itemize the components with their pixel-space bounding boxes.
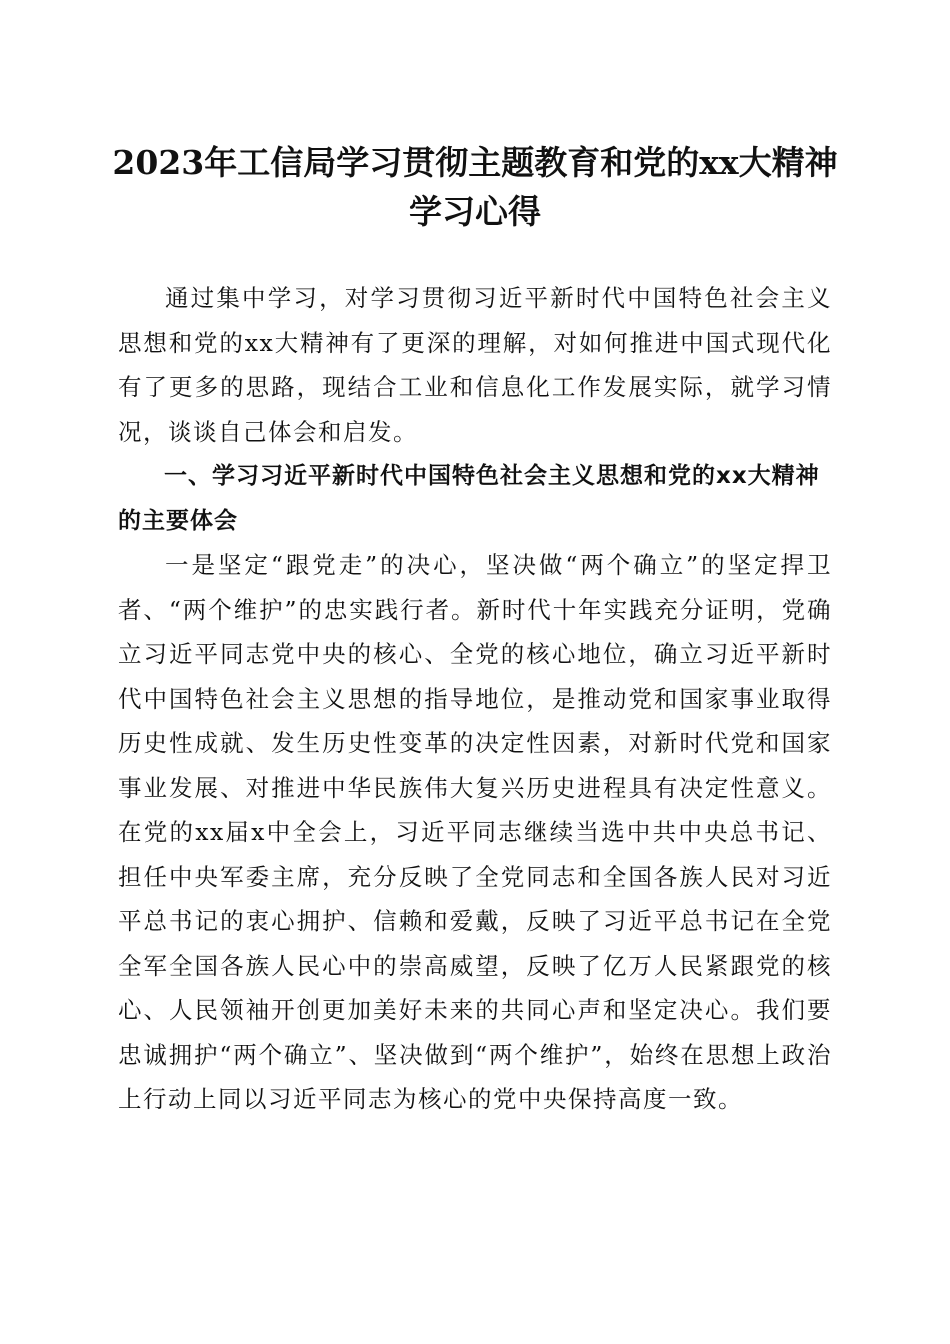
document-body: [118, 276, 832, 1122]
section-heading: 一、学习习近平新时代中国特色社会主义思想和党的xx大精神的主要体会: [118, 463, 820, 534]
document-title: 2023年工信局学习贯彻主题教育和党的xx大精神学习心得: [112, 143, 838, 231]
body-paragraph: 一是坚定“跟党走”的决心，坚决做“两个确立”的坚定捍卫者、“两个维护”的忠实践行者。新时代十年实践充分证明，党确立习近平同志党中央的核心、全党的核心地位，确立习近平新时代中国特色社会主义思想的指导地位，是推动党和国家事业取得历史性成就、发生历史性变革的决定性因素，对新时代党和国家事业发展、对推进中华民族伟大复兴历史进程具有决定性意义。在党的xx届x中全会上，习近平同志继续当选中共中央总书记、担任中央军委主席，充分反映了全党同志和全国各族人民对习近平总书记的衷心拥护、信赖和爱戴，反映了习近平总书记在全党全军全国各族人民心中的崇高威望，反映了亿万人民紧跟党的核心、人民领袖开创更加美好未来的共同心声和坚定决心。我们要忠诚拥护“两个确立”、坚决做到“两个维护”，始终在思想上政治上行动上同以习近平同志为核心的党中央保持高度一致。: [118, 551, 832, 1113]
intro-paragraph: 通过集中学习，对学习贯彻习近平新时代中国特色社会主义思想和党的xx大精神有了更深的理解，对如何推进中国式现代化有了更多的思路，现结合工业和信息化工作发展实际，就学习情况，谈谈自己体会和启发。: [118, 284, 832, 446]
